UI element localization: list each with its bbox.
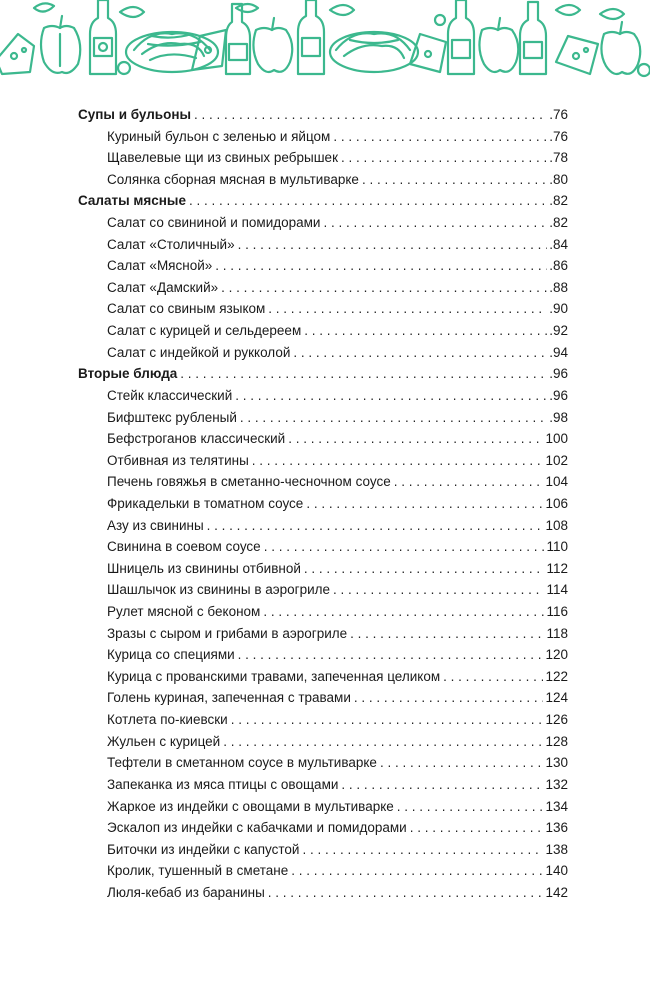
toc-entry-title: Салат «Столичный» xyxy=(107,236,235,252)
toc-entry-title: Шницель из свинины отбивной xyxy=(107,560,301,576)
toc-entry-row[interactable] xyxy=(78,169,568,191)
toc-entry-row[interactable] xyxy=(78,601,568,623)
toc-page-number: .80 xyxy=(549,171,568,187)
toc-entry-row[interactable] xyxy=(78,839,568,861)
toc-leader-dots xyxy=(354,687,544,709)
toc-page-number: 114 xyxy=(546,582,568,598)
toc-entry-title: Фрикадельки в томатном соусе xyxy=(107,495,304,511)
toc-entry-title: Люля-кебаб из баранины xyxy=(107,884,265,900)
toc-page-number: 122 xyxy=(545,668,568,684)
toc-leader-dots xyxy=(323,212,547,234)
toc-section-title: Супы и бульоны xyxy=(78,107,192,122)
toc-entry-title: Солянка сборная мясная в мультиварке xyxy=(107,171,359,187)
toc-entry-title: Салат с индейкой и рукколой xyxy=(107,344,291,360)
toc-page-number: 140 xyxy=(545,863,568,879)
toc-leader-dots xyxy=(333,579,544,601)
toc-entry-title: Биточки из индейки с капустой xyxy=(107,841,300,857)
toc-page-number: 108 xyxy=(545,517,568,533)
toc-leader-dots xyxy=(221,277,547,299)
toc-entry-title: Шашлычок из свинины в аэрогриле xyxy=(107,582,331,598)
toc-leader-dots xyxy=(341,774,543,796)
toc-section-title: Вторые блюда xyxy=(78,366,178,382)
toc-leader-dots xyxy=(268,298,547,320)
toc-entry-title: Запеканка из мяса птицы с овощами xyxy=(107,776,339,792)
toc-entry-row[interactable] xyxy=(78,579,568,601)
toc-page-number: 104 xyxy=(545,474,568,490)
toc-entry-title: Печень говяжья в сметанно-чесночном соусе xyxy=(107,474,391,490)
toc-page-number: 124 xyxy=(545,690,568,706)
toc-leader-dots xyxy=(252,450,544,472)
bottle-icon-2 xyxy=(226,4,250,74)
toc-leader-dots xyxy=(235,385,547,407)
toc-page-number: 102 xyxy=(545,452,568,468)
toc-page-number: .88 xyxy=(549,279,568,295)
toc-leader-dots xyxy=(215,255,547,277)
toc-entry-title: Тефтели в сметанном соусе в мультиварке xyxy=(107,755,377,771)
toc-page-number: 112 xyxy=(546,560,568,576)
toc-page-number: 130 xyxy=(545,755,568,771)
toc-entry-title: Щавелевые щи из свиных ребрышек xyxy=(107,150,338,166)
toc-leader-dots xyxy=(268,882,544,904)
toc-page-number: 118 xyxy=(546,625,568,641)
toc-entry-row[interactable] xyxy=(78,212,568,234)
toc-entry-title: Отбивная из телятины xyxy=(107,452,249,468)
toc-leader-dots xyxy=(194,104,547,126)
toc-entry-row[interactable] xyxy=(78,774,568,796)
toc-entry-title: Куриный бульон с зеленью и яйцом xyxy=(107,128,331,144)
toc-leader-dots xyxy=(362,169,547,191)
toc-entry-title: Салат с курицей и сельдереем xyxy=(107,323,302,339)
toc-entry-title: Котлета по-киевски xyxy=(107,712,228,728)
toc-entry-row[interactable] xyxy=(78,796,568,818)
toc-page-number: .78 xyxy=(549,150,568,166)
toc-leader-dots xyxy=(288,428,543,450)
toc-leader-dots xyxy=(410,817,544,839)
toc-leader-dots xyxy=(238,234,548,256)
toc-entry-row[interactable] xyxy=(78,666,568,688)
toc-leader-dots xyxy=(291,860,543,882)
toc-entry-title: Курица со специями xyxy=(107,647,235,663)
bottle-icon-5 xyxy=(520,2,546,74)
toc-entry-row[interactable] xyxy=(78,752,568,774)
toc-page-number: .76 xyxy=(549,128,568,144)
toc-entry-row[interactable] xyxy=(78,320,568,342)
toc-entry-row[interactable] xyxy=(78,147,568,169)
toc-entry-row[interactable] xyxy=(78,558,568,580)
toc-entry-title: Стейк классический xyxy=(107,387,233,403)
toc-entry-title: Кролик, тушенный в сметане xyxy=(107,863,289,879)
toc-page-number: 110 xyxy=(546,539,568,555)
toc-entry-title: Эскалоп из индейки с кабачками и помидорами xyxy=(107,820,407,836)
toc-page-number: .94 xyxy=(549,344,568,360)
toc-page-number: 100 xyxy=(545,431,568,447)
toc-entry-row[interactable] xyxy=(78,471,568,493)
cheese-icon-3 xyxy=(410,34,446,72)
toc-entry-title: Жаркое из индейки с овощами в мультиварке xyxy=(107,798,394,814)
toc-leader-dots xyxy=(240,407,547,429)
toc-entry-row[interactable] xyxy=(78,882,568,904)
toc-entry-row[interactable] xyxy=(78,342,568,364)
cheese-icon-4 xyxy=(556,36,598,74)
toc-entry-title: Салат «Дамский» xyxy=(107,279,219,295)
toc-leader-dots xyxy=(189,190,547,212)
toc-page-number: 136 xyxy=(545,820,568,836)
toc-leader-dots xyxy=(394,471,544,493)
toc-entry-row[interactable] xyxy=(78,731,568,753)
toc-section-row[interactable] xyxy=(78,104,568,126)
toc-entry-row[interactable] xyxy=(78,536,568,558)
toc-entry-row[interactable] xyxy=(78,255,568,277)
toc-entry-row[interactable] xyxy=(78,515,568,537)
toc-entry-row[interactable] xyxy=(78,385,568,407)
toc-leader-dots xyxy=(304,320,547,342)
toc-entry-row[interactable] xyxy=(78,277,568,299)
toc-leader-dots xyxy=(306,493,543,515)
toc-entry-row[interactable] xyxy=(78,709,568,731)
toc-entry-row[interactable] xyxy=(78,298,568,320)
toc-leader-dots xyxy=(304,558,545,580)
toc-page-number: 116 xyxy=(546,604,568,620)
toc-entry-title: Свинина в соевом соусе xyxy=(107,539,261,555)
toc-leader-dots xyxy=(231,709,544,731)
toc-entry-row[interactable] xyxy=(78,687,568,709)
pepper-icon-3 xyxy=(479,28,518,72)
toc-page-number: 128 xyxy=(545,733,568,749)
toc-entry-row[interactable] xyxy=(78,234,568,256)
toc-entry-row[interactable] xyxy=(78,860,568,882)
toc-page-number: .84 xyxy=(549,236,568,252)
toc-entry-row[interactable] xyxy=(78,450,568,472)
toc-leader-dots xyxy=(180,363,547,385)
decorative-food-banner xyxy=(0,0,650,80)
toc-page-number: 106 xyxy=(545,495,568,511)
toc-leader-dots xyxy=(443,666,543,688)
toc-entry-row[interactable] xyxy=(78,407,568,429)
toc-entry-row[interactable] xyxy=(78,126,568,148)
toc-page-number: 126 xyxy=(545,712,568,728)
toc-entry-title: Зразы с сыром и грибами в аэрогриле xyxy=(107,625,348,641)
pepper-icon-2 xyxy=(253,28,292,72)
bottle-icon-4 xyxy=(448,0,474,74)
toc-leader-dots xyxy=(263,601,544,623)
toc-leader-dots xyxy=(350,623,544,645)
toc-entry-title: Рулет мясной с беконом xyxy=(107,604,261,620)
food-doodle-illustration xyxy=(0,0,650,80)
toc-page-number: .82 xyxy=(549,215,568,231)
pepper-icon-4 xyxy=(601,32,640,74)
toc-page-number: .96 xyxy=(549,366,568,382)
pasta-plate-icon-2 xyxy=(330,32,418,72)
toc-leader-dots xyxy=(293,342,547,364)
toc-page-number: .96 xyxy=(549,387,568,403)
toc-page-number: .82 xyxy=(549,193,568,209)
toc-page-number: .90 xyxy=(549,301,568,317)
toc-entry-title: Азу из свинины xyxy=(107,517,204,533)
toc-page-number: 120 xyxy=(545,647,568,663)
toc-page-number: 134 xyxy=(545,798,568,814)
toc-page-number: .92 xyxy=(549,323,568,339)
toc-entry-row[interactable] xyxy=(78,428,568,450)
toc-entry-title: Бифштекс рубленый xyxy=(107,409,237,425)
toc-page-number: .76 xyxy=(549,107,568,122)
toc-leader-dots xyxy=(207,515,544,537)
toc-entry-title: Голень куриная, запеченная с травами xyxy=(107,690,351,706)
toc-leader-dots xyxy=(341,147,547,169)
toc-entry-title: Жульен с курицей xyxy=(107,733,221,749)
toc-section-row[interactable] xyxy=(78,190,568,212)
toc-entry-title: Салат со свиным языком xyxy=(107,301,266,317)
toc-entry-title: Салат «Мясной» xyxy=(107,258,213,274)
toc-entry-title: Бефстроганов классический xyxy=(107,431,286,447)
toc-leader-dots xyxy=(302,839,543,861)
toc-page-number: .86 xyxy=(549,258,568,274)
toc-section-row[interactable] xyxy=(78,363,568,385)
toc-leader-dots xyxy=(397,796,544,818)
toc-page-number: .98 xyxy=(549,409,568,425)
toc-section-title: Салаты мясные xyxy=(78,193,186,209)
toc-leader-dots xyxy=(264,536,545,558)
toc-entry-row[interactable] xyxy=(78,493,568,515)
table-of-contents xyxy=(78,104,568,904)
toc-entry-title: Салат со свининой и помидорами xyxy=(107,215,321,231)
toc-page-number: 138 xyxy=(545,841,568,857)
toc-leader-dots xyxy=(333,126,547,148)
toc-entry-row[interactable] xyxy=(78,623,568,645)
toc-page-number: 142 xyxy=(545,884,568,900)
toc-leader-dots xyxy=(238,644,544,666)
toc-page-number: 132 xyxy=(545,776,568,792)
leaf-icon xyxy=(120,7,144,17)
toc-entry-row[interactable] xyxy=(78,644,568,666)
toc-leader-dots xyxy=(380,752,544,774)
toc-leader-dots xyxy=(223,731,543,753)
toc-entry-row[interactable] xyxy=(78,817,568,839)
toc-entry-title: Курица с прованскими травами, запеченная целиком xyxy=(107,668,441,684)
